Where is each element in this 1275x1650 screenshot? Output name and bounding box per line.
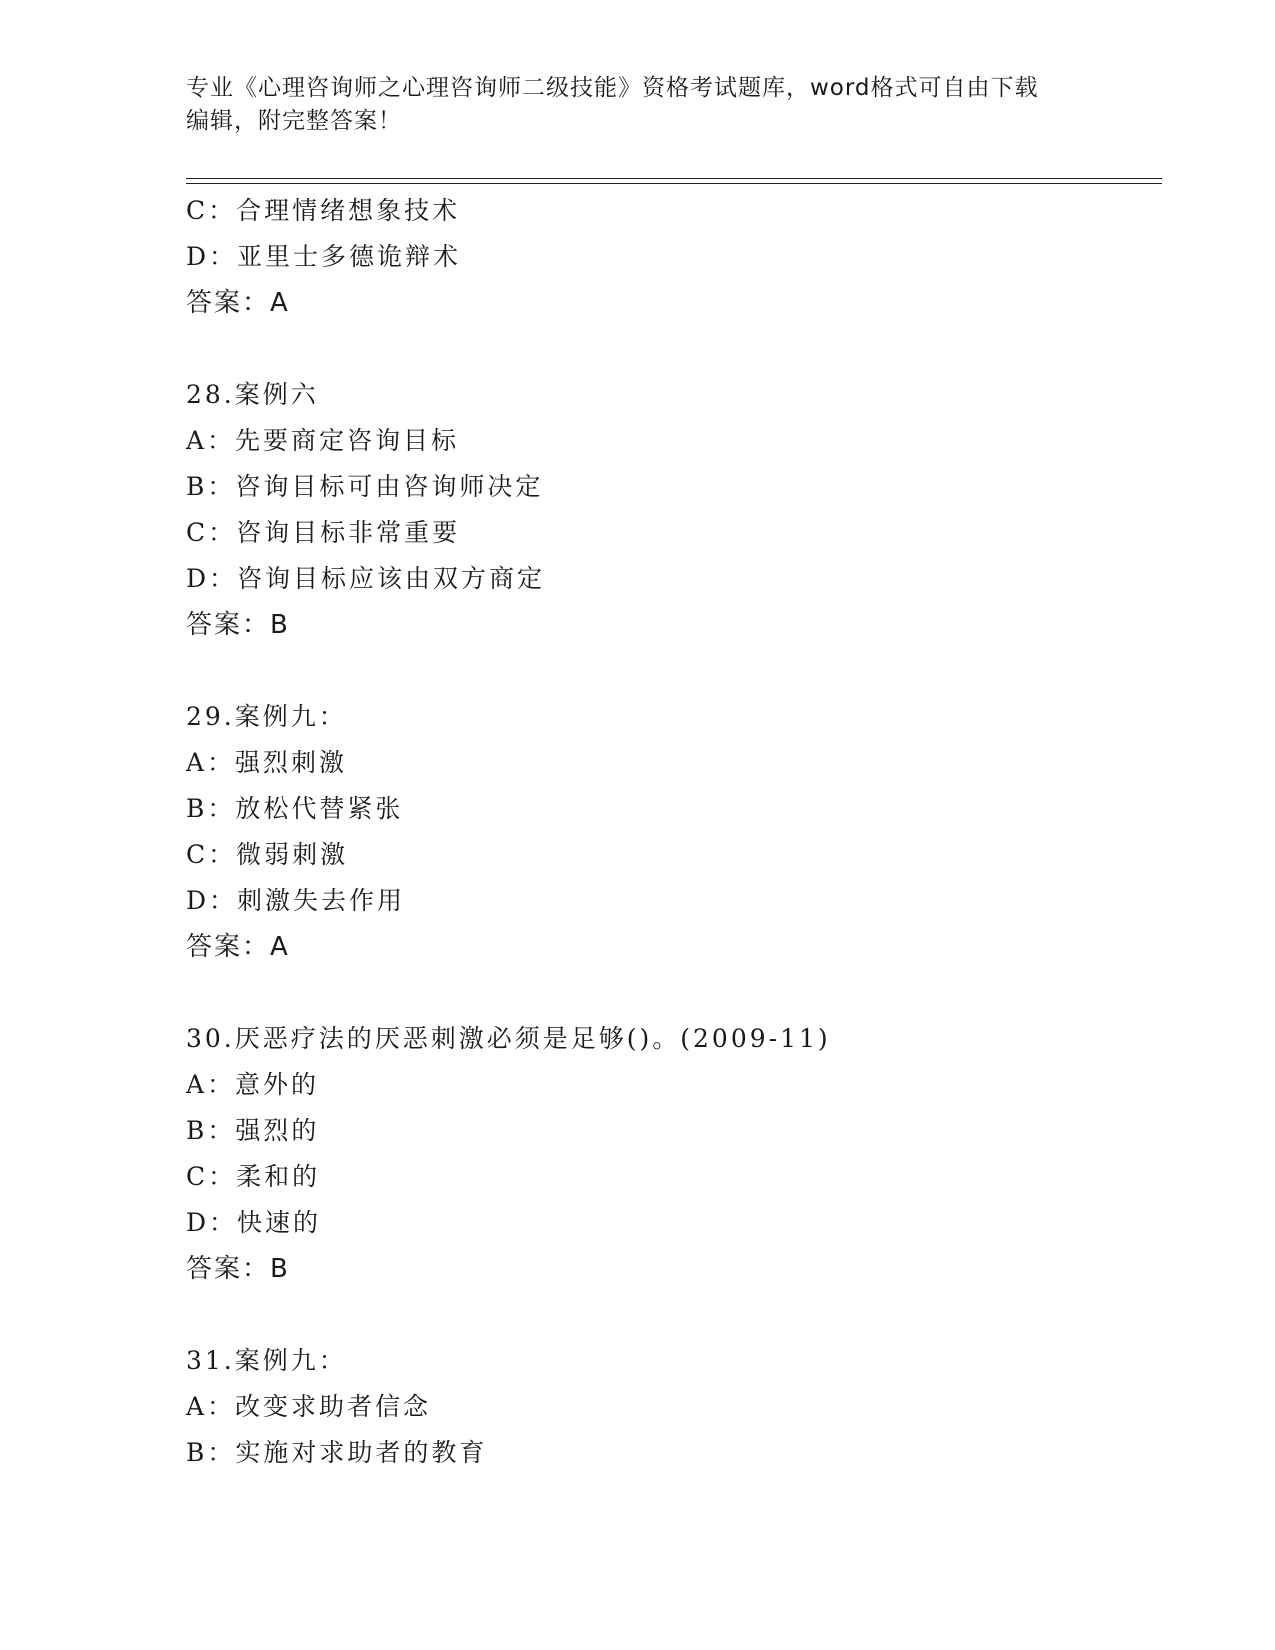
question-29	[186, 694, 1146, 970]
question-stem: 28.案例六	[186, 380, 319, 409]
option-b: B：放松代替紧张	[186, 794, 404, 823]
option-b: B：强烈的	[186, 1116, 320, 1145]
option-a: A：先要商定咨询目标	[186, 426, 460, 455]
header-line-2: 编辑，附完整答案！	[186, 108, 402, 134]
continued-question	[186, 188, 1146, 326]
answer-line: 答案：B	[186, 610, 290, 640]
question-28	[186, 372, 1146, 648]
option-d: D：刺激失去作用	[186, 886, 406, 915]
spacer	[186, 648, 1146, 694]
option-d: D：咨询目标应该由双方商定	[186, 564, 546, 593]
option-c: C：微弱刺激	[186, 840, 349, 869]
spacer	[186, 326, 1146, 372]
question-30	[186, 1016, 1146, 1292]
option-c: C：咨询目标非常重要	[186, 518, 461, 547]
option-c: C：柔和的	[186, 1162, 321, 1191]
spacer	[186, 970, 1146, 1016]
question-stem: 29.案例九：	[186, 702, 347, 731]
question-stem: 31.案例九：	[186, 1346, 347, 1375]
question-31	[186, 1338, 1146, 1476]
option-b: B：实施对求助者的教育	[186, 1438, 488, 1467]
spacer	[186, 1292, 1146, 1338]
option-d: D：亚里士多德诡辩术	[186, 242, 462, 271]
question-list	[186, 188, 1146, 1476]
option-a: A：意外的	[186, 1070, 320, 1099]
header-line-1: 专业《心理咨询师之心理咨询师二级技能》资格考试题库，word格式可自由下载	[186, 75, 1039, 101]
answer-line: 答案：A	[186, 932, 290, 962]
option-c: C：合理情绪想象技术	[186, 196, 461, 225]
document-header	[186, 72, 1086, 138]
header-rule-top	[186, 178, 1162, 179]
header-rule-bottom	[186, 183, 1162, 184]
option-a: A：强烈刺激	[186, 748, 348, 777]
option-a: A：改变求助者信念	[186, 1392, 432, 1421]
answer-line: 答案：B	[186, 1254, 290, 1284]
answer-line: 答案：A	[186, 288, 290, 318]
question-stem: 30.厌恶疗法的厌恶刺激必须是足够()。(2009-11)	[186, 1024, 831, 1053]
option-d: D：快速的	[186, 1208, 322, 1237]
option-b: B：咨询目标可由咨询师决定	[186, 472, 544, 501]
